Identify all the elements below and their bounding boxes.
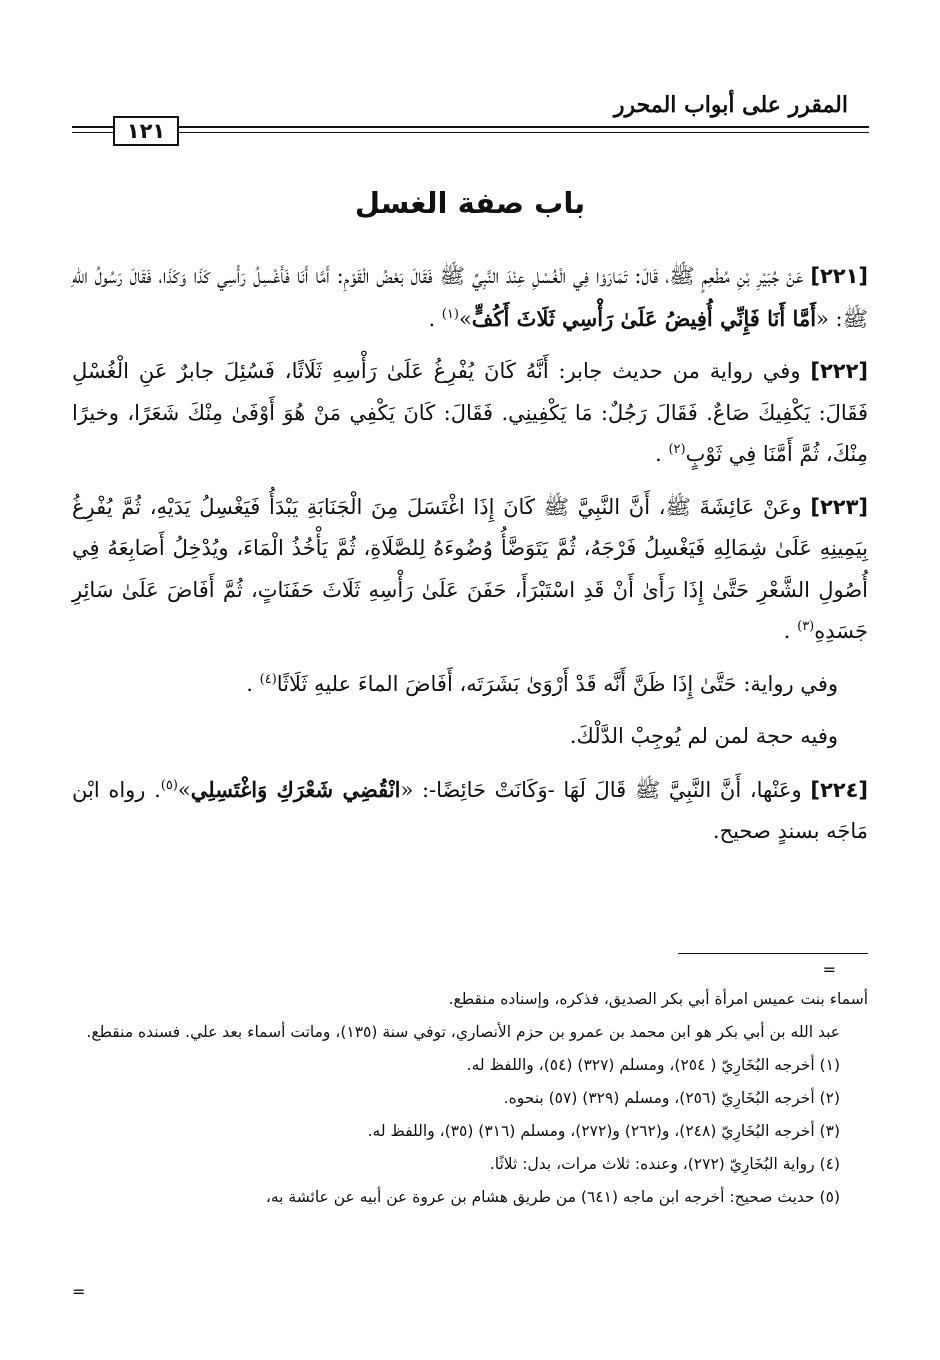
footnote-ref: (٣): [797, 619, 815, 634]
footnote-ref: (١): [441, 306, 459, 322]
commentary-text: وفيه حجة لمن لم يُوجِبْ الدَّلْكَ.: [569, 724, 838, 748]
footnote-1: (١) أخرجه البُخَارِيّ ( ٢٥٤)، ومسلم (٣٢٧) (٥٤)، واللفظ له.: [466, 1056, 840, 1074]
footnote-2: (٢) أخرجه البُخَارِيّ (٢٥٦)، ومسلم (٣٢٩) (٥٧) بنحوه.: [503, 1089, 840, 1107]
continuation-mark-bottom: =: [72, 1282, 86, 1301]
hadith-221: [72, 256, 868, 340]
hadith-number: [٢٢٣]: [810, 494, 868, 519]
footnote-3: (٣) أخرجه البُخَارِيّ (٢٤٨)، و(٢٦٢) و(٢٧٢)، ومسلم (٣١٦) (٣٥)، واللفظ له.: [367, 1122, 840, 1140]
footnote-line: عبد الله بن أبي بكر هو ابن محمد بن عمرو بن حزم الأنصاري، توفي سنة (١٣٥)، وماتت أسماء بعد علي. فسنده منقطع.: [86, 1023, 840, 1041]
narration-text: وفي رواية: حَتَّىٰ إِذَا ظَنَّ أَنَّه قَدْ أَرْوَىٰ بَشَرَتَه، أَفَاضَ الماءَ عليهِ ثَلَاثًا: [276, 671, 838, 696]
prophet-quote: أَمَّا أَنَا فَإِنِّي أُفِيضُ عَلَىٰ رَأْسِي ثَلَاثَ أَكُفٍّ: [471, 305, 817, 331]
chapter-title: باب صفة الغسل: [354, 186, 586, 220]
quote-close: »: [458, 306, 472, 331]
hadith-224: [72, 769, 868, 853]
footnote-4: (٤) رواية البُخَارِيّ (٢٧٢)، وعنده: ثلاث مرات، بدل: ثلاثًا.: [489, 1155, 840, 1173]
prophet-quote: انْقُضِي شَعْرَكِ وَاغْتَسِلِي: [190, 776, 401, 802]
footnote-ref: (٥): [160, 777, 178, 793]
footnote-ref: (٢): [668, 442, 686, 457]
hadith-number: [٢٢١]: [810, 264, 868, 288]
sentence-end: .: [655, 442, 669, 466]
hadith-text: عَنْ جُبَيْرِ بْنِ مُطْعِمٍ ﷺ، قَالَ: تَمَارَوْا فِي الْغُسْلِ عِنْدَ النَّبِيِّ ﷺ فَقَالَ بَعْضُ الْقَوْمِ: أَمَّا أَنَا فَأَغْسِلُ رَأْسِي كَذَا وَكَذَا، فَقَالَ رَسُولُ اللهِ ﷺ: «: [72, 264, 868, 331]
footnote-line: أسماء بنت عميس امرأة أبي بكر الصديق، فذكره، وإسناده منقطع.: [448, 990, 868, 1008]
sentence-end: . رواه ابْن مَاجَه بسندٍ صحيح.: [72, 777, 868, 843]
hadith-text: وعَنْ عَائِشَةَ ﷺ، أَنَّ النَّبِيَّ ﷺ كَانَ إِذَا اغْتَسَلَ مِنَ الْجَنَابَةِ يَبْدَأُ فَيَغْسِلُ يَدَيْهِ، ثُمَّ يُفْرِغُ بِيَمِينِهِ عَلَىٰ شِمَالِهِ فَيَغْسِلُ فَرْجَهُ، ثُمَّ يَتَوَضَّأُ وُضُوءَهُ لِلصَّلَاةِ، ثُمَّ يَأْخُذُ الْمَاءَ، ويُدْخِلُ أَصَابِعَهُ فِي أُصُولِ الشَّعْرِ حَتَّىٰ إِذَا رَأَىٰ أَنْ قَدِ اسْتَبْرَأَ، حَفَنَ عَلَىٰ رَأْسِهِ ثَلَاثَ حَفَنَاتٍ، ثُمَّ أَفَاضَ عَلَىٰ سَائِرِ جَسَدِهِ: [72, 494, 868, 643]
sentence-end: .: [783, 619, 798, 643]
header-rule-bottom: [179, 132, 869, 133]
footnote-5: (٥) حديث صحيح: أخرجه ابن ماجه (٦٤١) من طريق هشام بن عروة عن أبيه عن عائشة به،: [265, 1188, 840, 1206]
hadith-number: [٢٢٤]: [810, 777, 869, 802]
quote-close: »: [177, 777, 191, 802]
sentence-end: .: [428, 306, 442, 331]
sentence-end: .: [246, 671, 260, 696]
header-rule-top: [179, 126, 869, 128]
footnotes: [72, 984, 868, 1215]
continuation-mark-top: =: [822, 960, 836, 979]
hadith-number: [٢٢٢]: [810, 359, 868, 383]
hadith-223: [72, 487, 868, 653]
header-rule-left-top: [72, 126, 113, 128]
footnote-separator: [678, 953, 868, 954]
running-title: المقرر على أبواب المحرر: [613, 92, 848, 118]
footnote-ref: (٤): [259, 671, 277, 687]
hadith-text: وعَنْها، أَنَّ النَّبِيَّ ﷺ قَالَ لَهَا -وَكَانَتْ حَائِضًا-: «: [400, 777, 811, 802]
header-rule-left-bottom: [72, 132, 113, 133]
hadith-text: وفي رواية من حديث جابر: أَنَّهُ كَانَ يُفْرِغُ عَلَىٰ رَأْسِهِ ثَلَاثًا، فَسُئِلَ جابرٌ عَنِ الْغُسْلِ فَقَالَ: يَكْفِيكَ صَاعٌ. فَقَالَ رَجُلٌ: مَا يَكْفِينِي. فَقَالَ: كَانَ يَكْفِي مَنْ هُوَ أَوْفَىٰ مِنْكَ شَعَرًا، وخيرًا مِنْكَ، ثُمَّ أَمَّنَا فِي ثَوْبٍ: [72, 359, 868, 466]
page-number: ١٢١: [113, 116, 179, 146]
body-text: [72, 256, 868, 864]
variant-narration: [72, 664, 868, 706]
hadith-222: [72, 351, 868, 476]
commentary-note: [72, 716, 868, 758]
